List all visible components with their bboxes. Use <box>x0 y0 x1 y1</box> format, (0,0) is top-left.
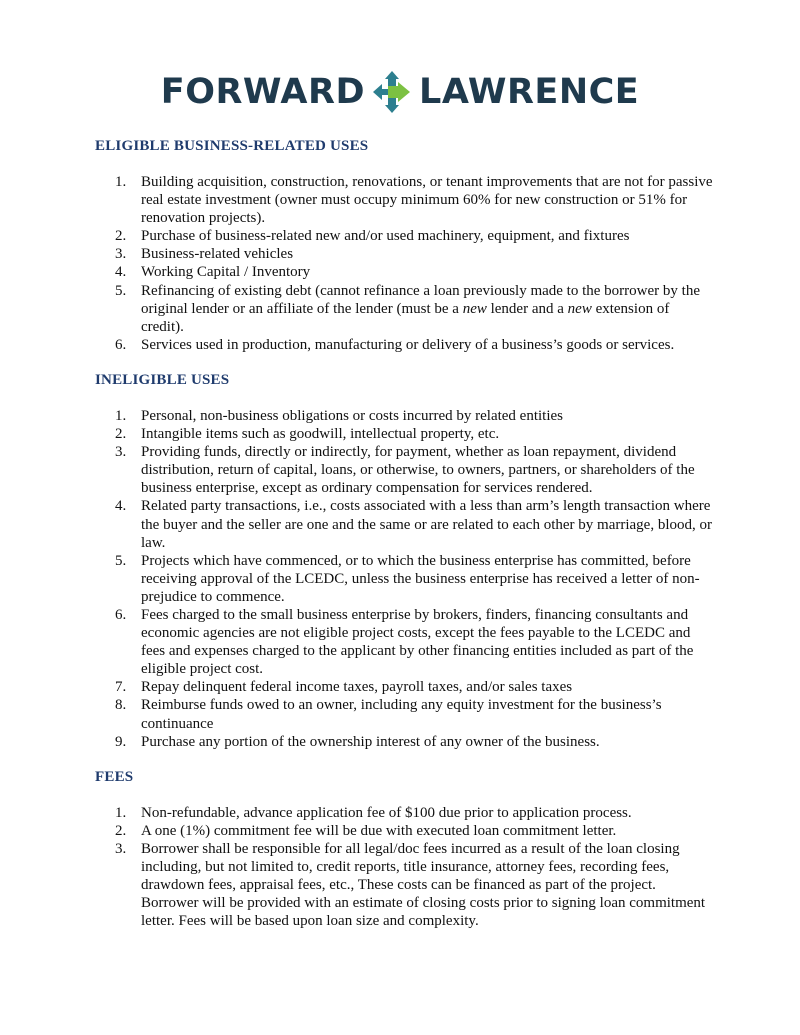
item-number: 5. <box>115 552 127 569</box>
item-text: Services used in production, manufacturing or delivery of a business’s goods or services. <box>141 336 675 353</box>
item-text: Intangible items such as goodwill, intellectual property, etc. <box>141 426 500 443</box>
list-item <box>95 696 715 732</box>
list-item <box>95 263 715 281</box>
list-item <box>95 227 715 245</box>
item-text-emphasis: new <box>567 300 592 317</box>
item-number: 1. <box>115 407 127 424</box>
list-item <box>95 552 715 606</box>
list-item <box>95 733 715 751</box>
list-item <box>95 173 715 227</box>
list-item <box>95 443 715 497</box>
item-number: 3. <box>115 246 127 263</box>
item-number: 3. <box>115 840 127 857</box>
item-text: Personal, non-business obligations or costs incurred by related entities <box>141 407 563 424</box>
item-number: 3. <box>115 444 127 461</box>
document-content <box>95 136 715 930</box>
item-number: 2. <box>115 228 127 245</box>
item-text: Providing funds, directly or indirectly, for payment, whether as loan repayment, dividend distribution, return of capital, loans, or otherwise, to owners, partners, or shareholders of the business enterprise, except as ordinary compensation for services rendered. <box>141 444 695 497</box>
item-text: Non-refundable, advance application fee of $100 due prior to application process. <box>141 804 632 821</box>
list-item <box>95 678 715 696</box>
list-item <box>95 245 715 263</box>
item-text: Related party transactions, i.e., costs associated with a less than arm’s length transaction where the buyer and the seller are one and the same or are related to each other by marriage, blood, or law. <box>141 498 712 551</box>
item-text: Projects which have commenced, or to which the business enterprise has committed, before receiving approval of the LCEDC, unless the business enterprise has received a letter of non-prejudice to commence. <box>141 552 700 605</box>
list-item <box>95 497 715 551</box>
ineligible-uses-section <box>95 370 715 751</box>
list-item <box>95 336 715 354</box>
ineligible-uses-list <box>95 407 715 751</box>
fees-heading: FEES <box>95 768 134 785</box>
item-number: 7. <box>115 679 127 696</box>
ineligible-uses-heading: INELIGIBLE USES <box>95 371 230 388</box>
item-number: 1. <box>115 804 127 821</box>
item-number: 1. <box>115 174 127 190</box>
item-text-part: lender and a <box>486 300 568 317</box>
item-text: Borrower shall be responsible for all legal/doc fees incurred as a result of the loan closing including, but not limited to, credit reports, title insurance, attorney fees, recording fees, drawdown fees, appraisal fees, etc., These costs can be financed as part of the project. Borrower will be provided with an estimate of closing costs prior to signing loan commitment letter. Fees will be based upon loan size and complexity. <box>141 840 706 930</box>
list-item <box>95 804 715 822</box>
logo-word-lawrence: LAWRENCE <box>419 71 640 112</box>
item-number: 8. <box>115 697 127 714</box>
item-number: 9. <box>115 733 127 750</box>
item-number: 2. <box>115 822 127 839</box>
item-number: 6. <box>115 336 127 353</box>
item-text-emphasis: new <box>462 300 487 317</box>
list-item <box>95 606 715 678</box>
item-text: Working Capital / Inventory <box>141 264 311 281</box>
item-text-part: Refinancing of existing debt (cannot refinance a loan previously made to the borrower by the original lender or an affiliate of the lender (must be a <box>141 282 700 317</box>
item-text: Purchase of business-related new and/or used machinery, equipment, and fixtures <box>141 228 630 245</box>
list-item <box>95 425 715 443</box>
item-number: 5. <box>115 282 127 299</box>
list-item <box>95 840 715 930</box>
logo-arrows-icon <box>369 69 415 115</box>
item-text: A one (1%) commitment fee will be due with executed loan commitment letter. <box>141 822 617 839</box>
item-text: Business-related vehicles <box>141 246 294 263</box>
item-text: Purchase any portion of the ownership interest of any owner of the business. <box>141 733 600 750</box>
item-number: 2. <box>115 426 127 443</box>
item-text: Building acquisition, construction, renovations, or tenant improvements that are not for passive real estate investment (owner must occupy minimum 60% for new construction or 51% for renovation projects). <box>141 174 713 227</box>
item-text: Fees charged to the small business enterprise by brokers, finders, financing consultants and economic agencies are not eligible project costs, except the fees payable to the LCEDC and fees and expenses charged to the applicant by other financing entities included as part of the eligible project cost. <box>141 606 694 678</box>
list-item <box>95 282 715 336</box>
item-text-part: extension of credit). <box>141 300 670 335</box>
item-number: 4. <box>115 498 127 515</box>
item-text: Repay delinquent federal income taxes, payroll taxes, and/or sales taxes <box>141 679 573 696</box>
list-item <box>95 822 715 840</box>
item-number: 4. <box>115 264 127 281</box>
fees-list <box>95 804 715 931</box>
eligible-uses-list <box>95 173 715 354</box>
eligible-uses-section <box>95 136 715 354</box>
logo-word-forward: FORWARD <box>160 71 366 112</box>
item-text: Reimburse funds owed to an owner, including any equity investment for the business’s continuance <box>141 697 662 732</box>
fees-section <box>95 767 715 931</box>
forward-lawrence-logo <box>0 66 800 118</box>
eligible-uses-heading: ELIGIBLE BUSINESS-RELATED USES <box>95 138 369 154</box>
item-number: 6. <box>115 606 127 623</box>
list-item <box>95 407 715 425</box>
